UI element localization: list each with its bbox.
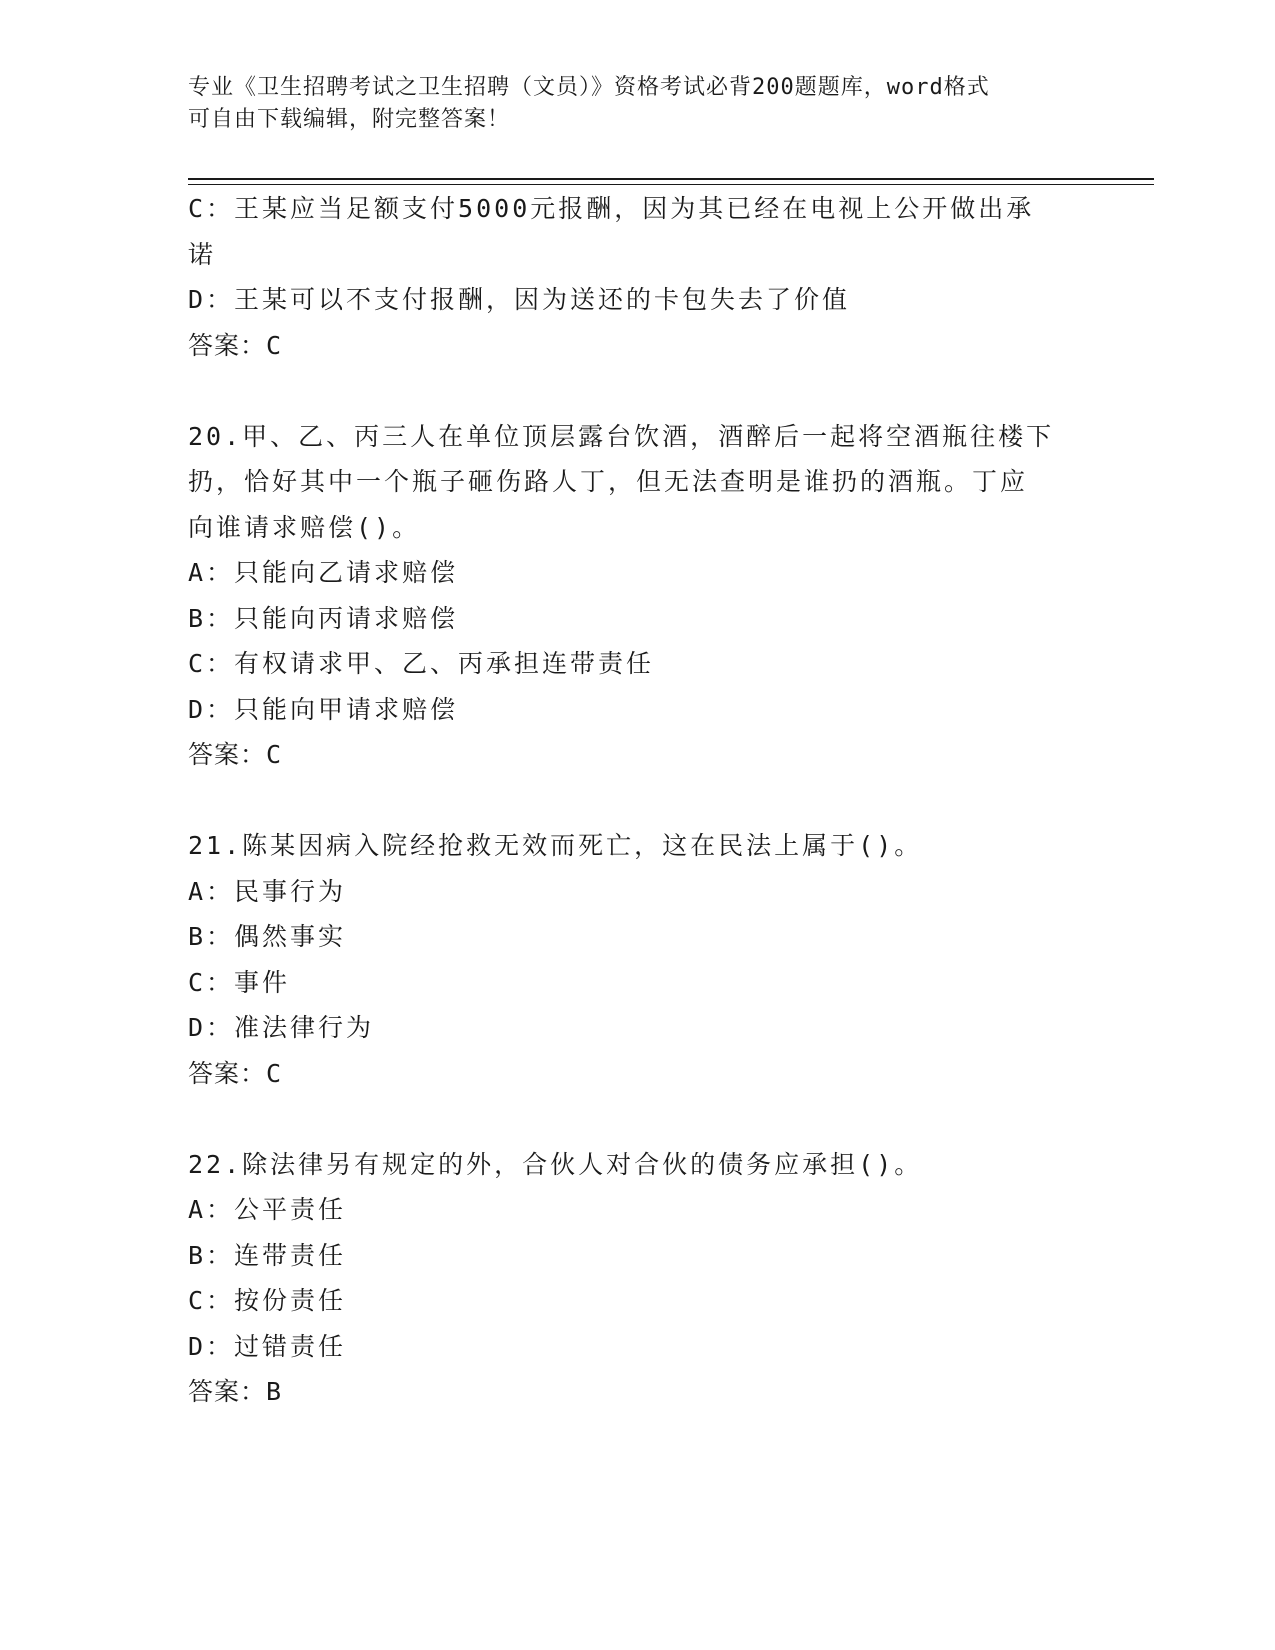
document-header	[188, 72, 1068, 136]
option-c: C：有权请求甲、乙、丙承担连带责任	[188, 649, 655, 678]
option-a: A：只能向乙请求赔偿	[188, 558, 459, 587]
question-stem-continued: 向谁请求赔偿()。	[188, 512, 421, 542]
question-20	[188, 414, 1088, 778]
option-d: D：只能向甲请求赔偿	[188, 694, 459, 724]
answer-line: 答案：C	[188, 330, 283, 360]
question-content	[188, 186, 1088, 1415]
question-stem-continued: 扔，恰好其中一个瓶子砸伤路人丁，但无法查明是谁扔的酒瓶。丁应	[188, 467, 1029, 496]
option-d: D：准法律行为	[188, 1013, 375, 1042]
option-c-continued: 诺	[188, 239, 217, 269]
option-c: C：事件	[188, 967, 291, 997]
option-c: C：按份责任	[188, 1286, 347, 1315]
option-d: D：过错责任	[188, 1331, 347, 1361]
question-stem: 22.除法律另有规定的外，合伙人对合伙的债务应承担()。	[188, 1149, 923, 1179]
header-line-2: 可自由下载编辑，附完整答案！	[188, 107, 511, 132]
spacer	[188, 1096, 1088, 1142]
answer-line: 答案：C	[188, 1058, 283, 1088]
question-stem: 20.甲、乙、丙三人在单位顶层露台饮酒，酒醉后一起将空酒瓶往楼下	[188, 421, 1055, 451]
question-21	[188, 823, 1088, 1096]
question-22	[188, 1142, 1088, 1415]
option-b: B：连带责任	[188, 1240, 347, 1270]
option-b: B：偶然事实	[188, 922, 347, 951]
question-19-continued	[188, 186, 1088, 368]
option-b: B：只能向丙请求赔偿	[188, 603, 459, 633]
spacer	[188, 368, 1088, 414]
option-c: C：王某应当足额支付5000元报酬，因为其已经在电视上公开做出承	[188, 194, 1035, 223]
answer-line: 答案：C	[188, 740, 283, 769]
header-divider-thick	[188, 178, 1154, 180]
header-divider-thin	[188, 184, 1154, 185]
option-d: D：王某可以不支付报酬，因为送还的卡包失去了价值	[188, 285, 851, 314]
spacer	[188, 778, 1088, 824]
option-a: A：民事行为	[188, 876, 347, 906]
header-line-1: 专业《卫生招聘考试之卫生招聘（文员）》资格考试必背200题题库，word格式	[188, 75, 990, 100]
option-a: A：公平责任	[188, 1195, 347, 1224]
answer-line: 答案：B	[188, 1377, 283, 1406]
question-stem: 21.陈某因病入院经抢救无效而死亡，这在民法上属于()。	[188, 831, 923, 860]
